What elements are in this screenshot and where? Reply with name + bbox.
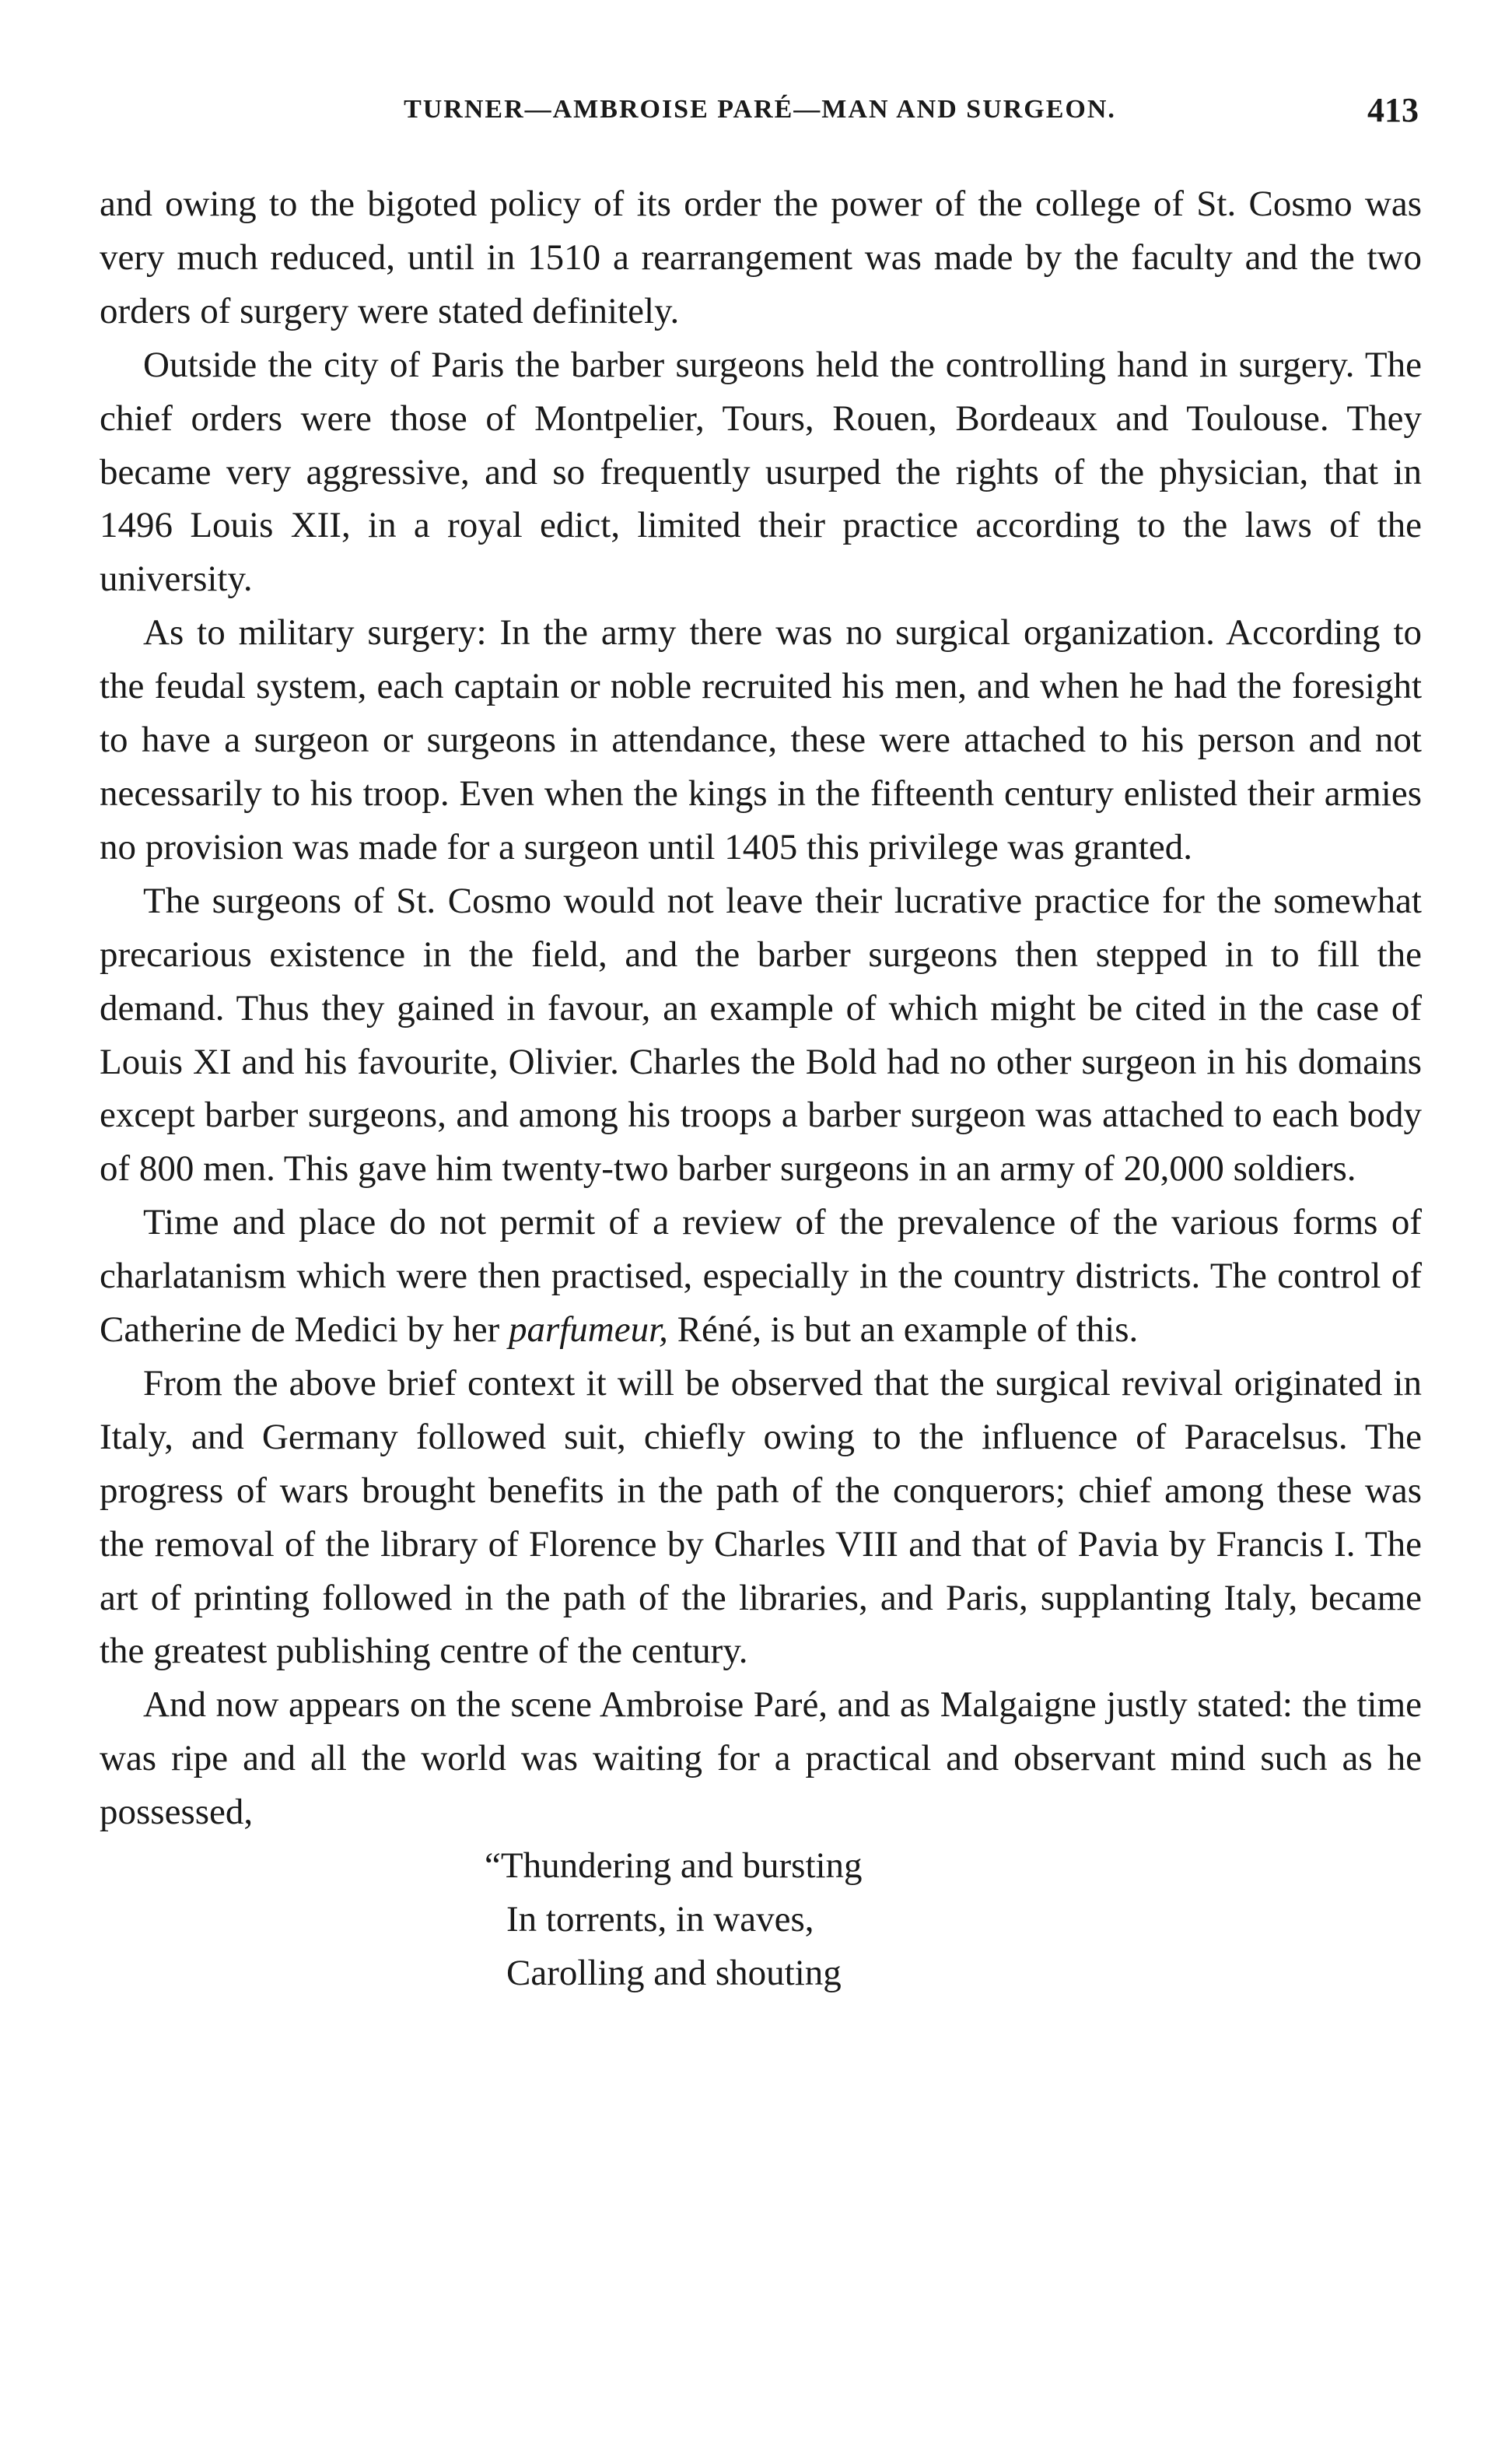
verse-quote xyxy=(485,1839,1422,2000)
verse-line-2: In torrents, in waves, xyxy=(506,1899,814,1940)
running-head xyxy=(101,91,1419,142)
paragraph-4: The surgeons of St. Cosmo would not leave their lucrative practice for the somewhat precarious existence in the field, and the barber surgeons then stepped in to fill the demand. Thus they gained in favour, an example of which might be cited in the case of Louis XI and his favourite, Olivier. Charles the Bold had no other surgeon in his domains except barber surgeons, and among his troops a barber surgeon was attached to each body of 800 men. This gave him twenty-two barber surgeons in an army of 20,000 soldiers. xyxy=(100,880,1422,1190)
paragraph-3: As to military surgery: In the army there was no surgical organization. According to the feudal system, each captain or noble recruited his men, and when he had the foresight to have a surgeon or surgeons in attendance, these were attached to his person and not necessarily to his troop. Even when the kings in the fifteenth century enlisted their armies no provision was made for a surgeon until 1405 this privilege was granted. xyxy=(100,612,1422,867)
paragraph-5-text-b: Réné, is but an example of this. xyxy=(667,1309,1139,1351)
paragraph-1: and owing to the bigoted policy of its order the power of the college of St. Cosmo was very much reduced, until in 1510 a rearrangement was made by the faculty and the two orders of surgery were stated definitely. xyxy=(100,184,1422,331)
paragraph-5-text-a: Time and place do not permit of a review of the prevalence of the various forms of charlatanism which were then practised, especially in the country districts. The control of Catherine de Medici by her xyxy=(100,1202,1422,1351)
paragraph-2: Outside the city of Paris the barber surgeons held the controlling hand in surgery. The chief orders were those of Montpelier, Tours, Rouen, Bordeaux and Toulouse. They became very aggressive, and so frequently usurped the rights of the physician, that in 1496 Louis XII, in a royal edict, limited their practice according to the laws of the university. xyxy=(100,344,1422,600)
verse-line-1: “Thundering and bursting xyxy=(485,1845,863,1887)
running-title: TURNER—AMBROISE PARÉ—MAN AND SURGEON. xyxy=(404,95,1116,124)
paragraph-5-italic: parfumeur, xyxy=(508,1309,668,1351)
paragraph-5 xyxy=(100,1196,1422,1357)
paragraph-6: From the above brief context it will be observed that the surgical revival originated in Italy, and Germany followed suit, chiefly owing to the influence of Paracelsus. The progress of wars brought benefits in the path of the conquerors; chief among these was the removal of the library of Florence by Charles VIII and that of Pavia by Francis I. The art of printing followed in the path of the libraries, and Paris, supplanting Italy, became the greatest publishing centre of the century. xyxy=(100,1362,1422,1672)
body-text xyxy=(100,177,1422,2000)
page-number: 413 xyxy=(1367,91,1419,129)
paragraph-7: And now appears on the scene Ambroise Paré, and as Malgaigne justly stated: the time was ripe and all the world was waiting for a practical and observant mind such as he possessed, xyxy=(100,1684,1422,1833)
verse-line-3: Carolling and shouting xyxy=(506,1952,842,1993)
